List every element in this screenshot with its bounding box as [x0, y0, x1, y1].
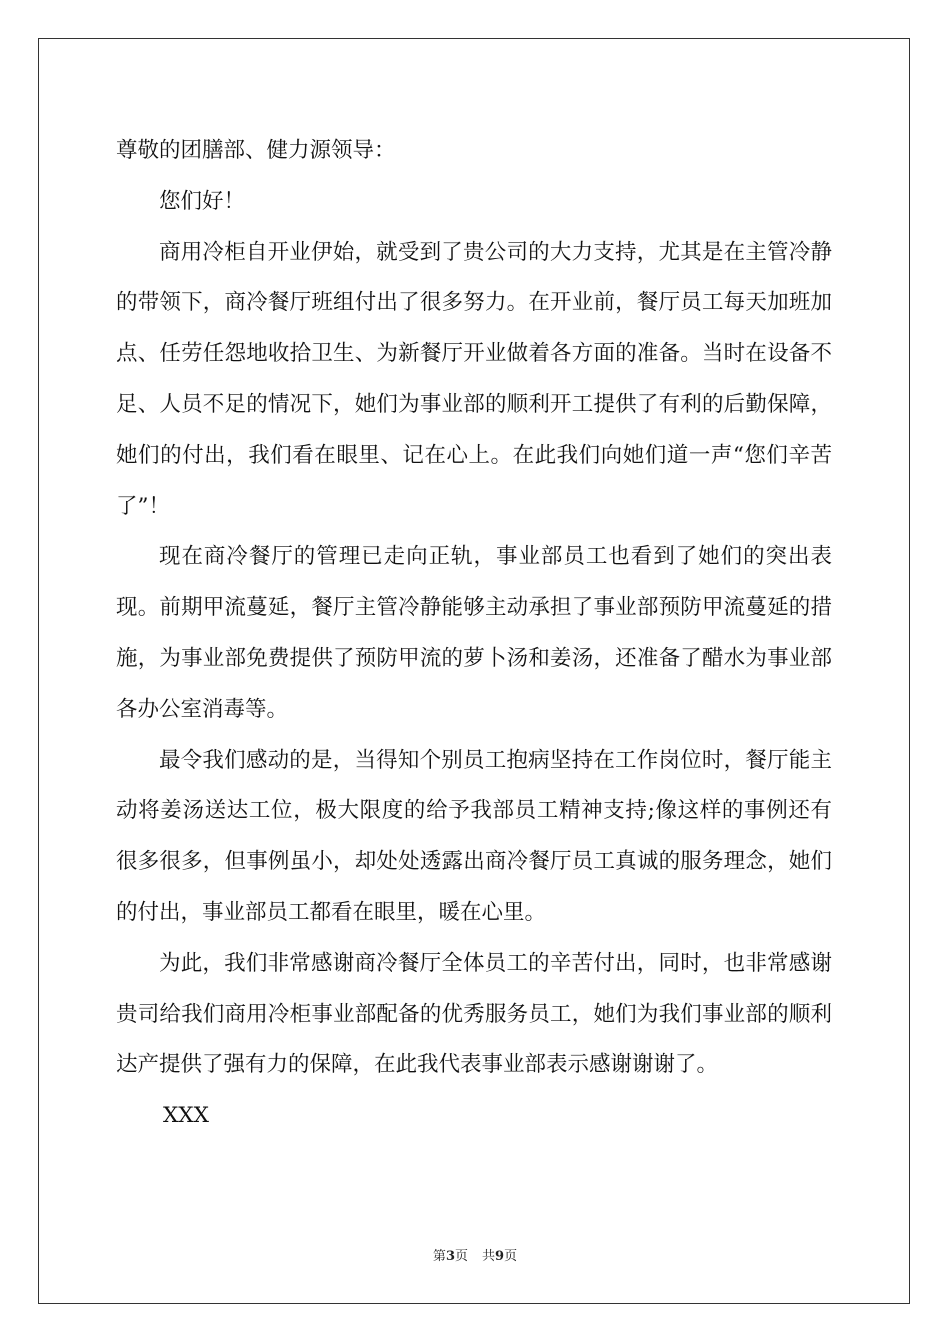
- total-prefix: 共: [482, 1249, 496, 1264]
- page-footer: [0, 1248, 950, 1266]
- letter-paragraph-1: 商用冷柜自开业伊始，就受到了贵公司的大力支持，尤其是在主管冷静的带领下，商冷餐厅班组付出了很多努力。在开业前，餐厅员工每天加班加点、任劳任怨地收拾卫生、为新餐厅开业做着各方面的准备。当时在设备不足、人员不足的情况下，她们为事业部的顺利开工提供了有利的后勤保障，她们的付出，我们看在眼里、记在心上。在此我们向她们道一声“您们辛苦了”！: [116, 239, 832, 519]
- letter-paragraph-4: 为此，我们非常感谢商冷餐厅全体员工的辛苦付出，同时，也非常感谢贵司给我们商用冷柜事业部配备的优秀服务员工，她们为我们事业部的顺利达产提供了强有力的保障，在此我代表事业部表示感谢谢谢了。: [116, 950, 832, 1078]
- page-total-number: 9: [495, 1249, 505, 1264]
- letter-signature: XXX: [163, 1103, 209, 1129]
- letter-paragraph-2: 现在商冷餐厅的管理已走向正轨，事业部员工也看到了她们的突出表现。前期甲流蔓延，餐厅主管冷静能够主动承担了事业部预防甲流蔓延的措施，为事业部免费提供了预防甲流的萝卜汤和姜汤，还准备了醋水为事业部各办公室消毒等。: [116, 544, 832, 722]
- letter-greeting: 您们好！: [159, 188, 246, 214]
- total-label: 页: [504, 1249, 518, 1264]
- page-label: 页: [454, 1249, 468, 1264]
- letter-body: [116, 126, 832, 1142]
- page-current-number: 3: [445, 1249, 455, 1264]
- letter-paragraph-3: 最令我们感动的是，当得知个别员工抱病坚持在工作岗位时，餐厅能主动将姜汤送达工位，极大限度的给予我部员工精神支持;像这样的事例还有很多很多，但事例虽小，却处处透露出商冷餐厅员工真诚的服务理念，她们的付出，事业部员工都看在眼里，暖在心里。: [116, 747, 832, 925]
- page-prefix: 第: [432, 1249, 446, 1264]
- letter-salutation: 尊敬的团膳部、健力源领导：: [116, 138, 396, 163]
